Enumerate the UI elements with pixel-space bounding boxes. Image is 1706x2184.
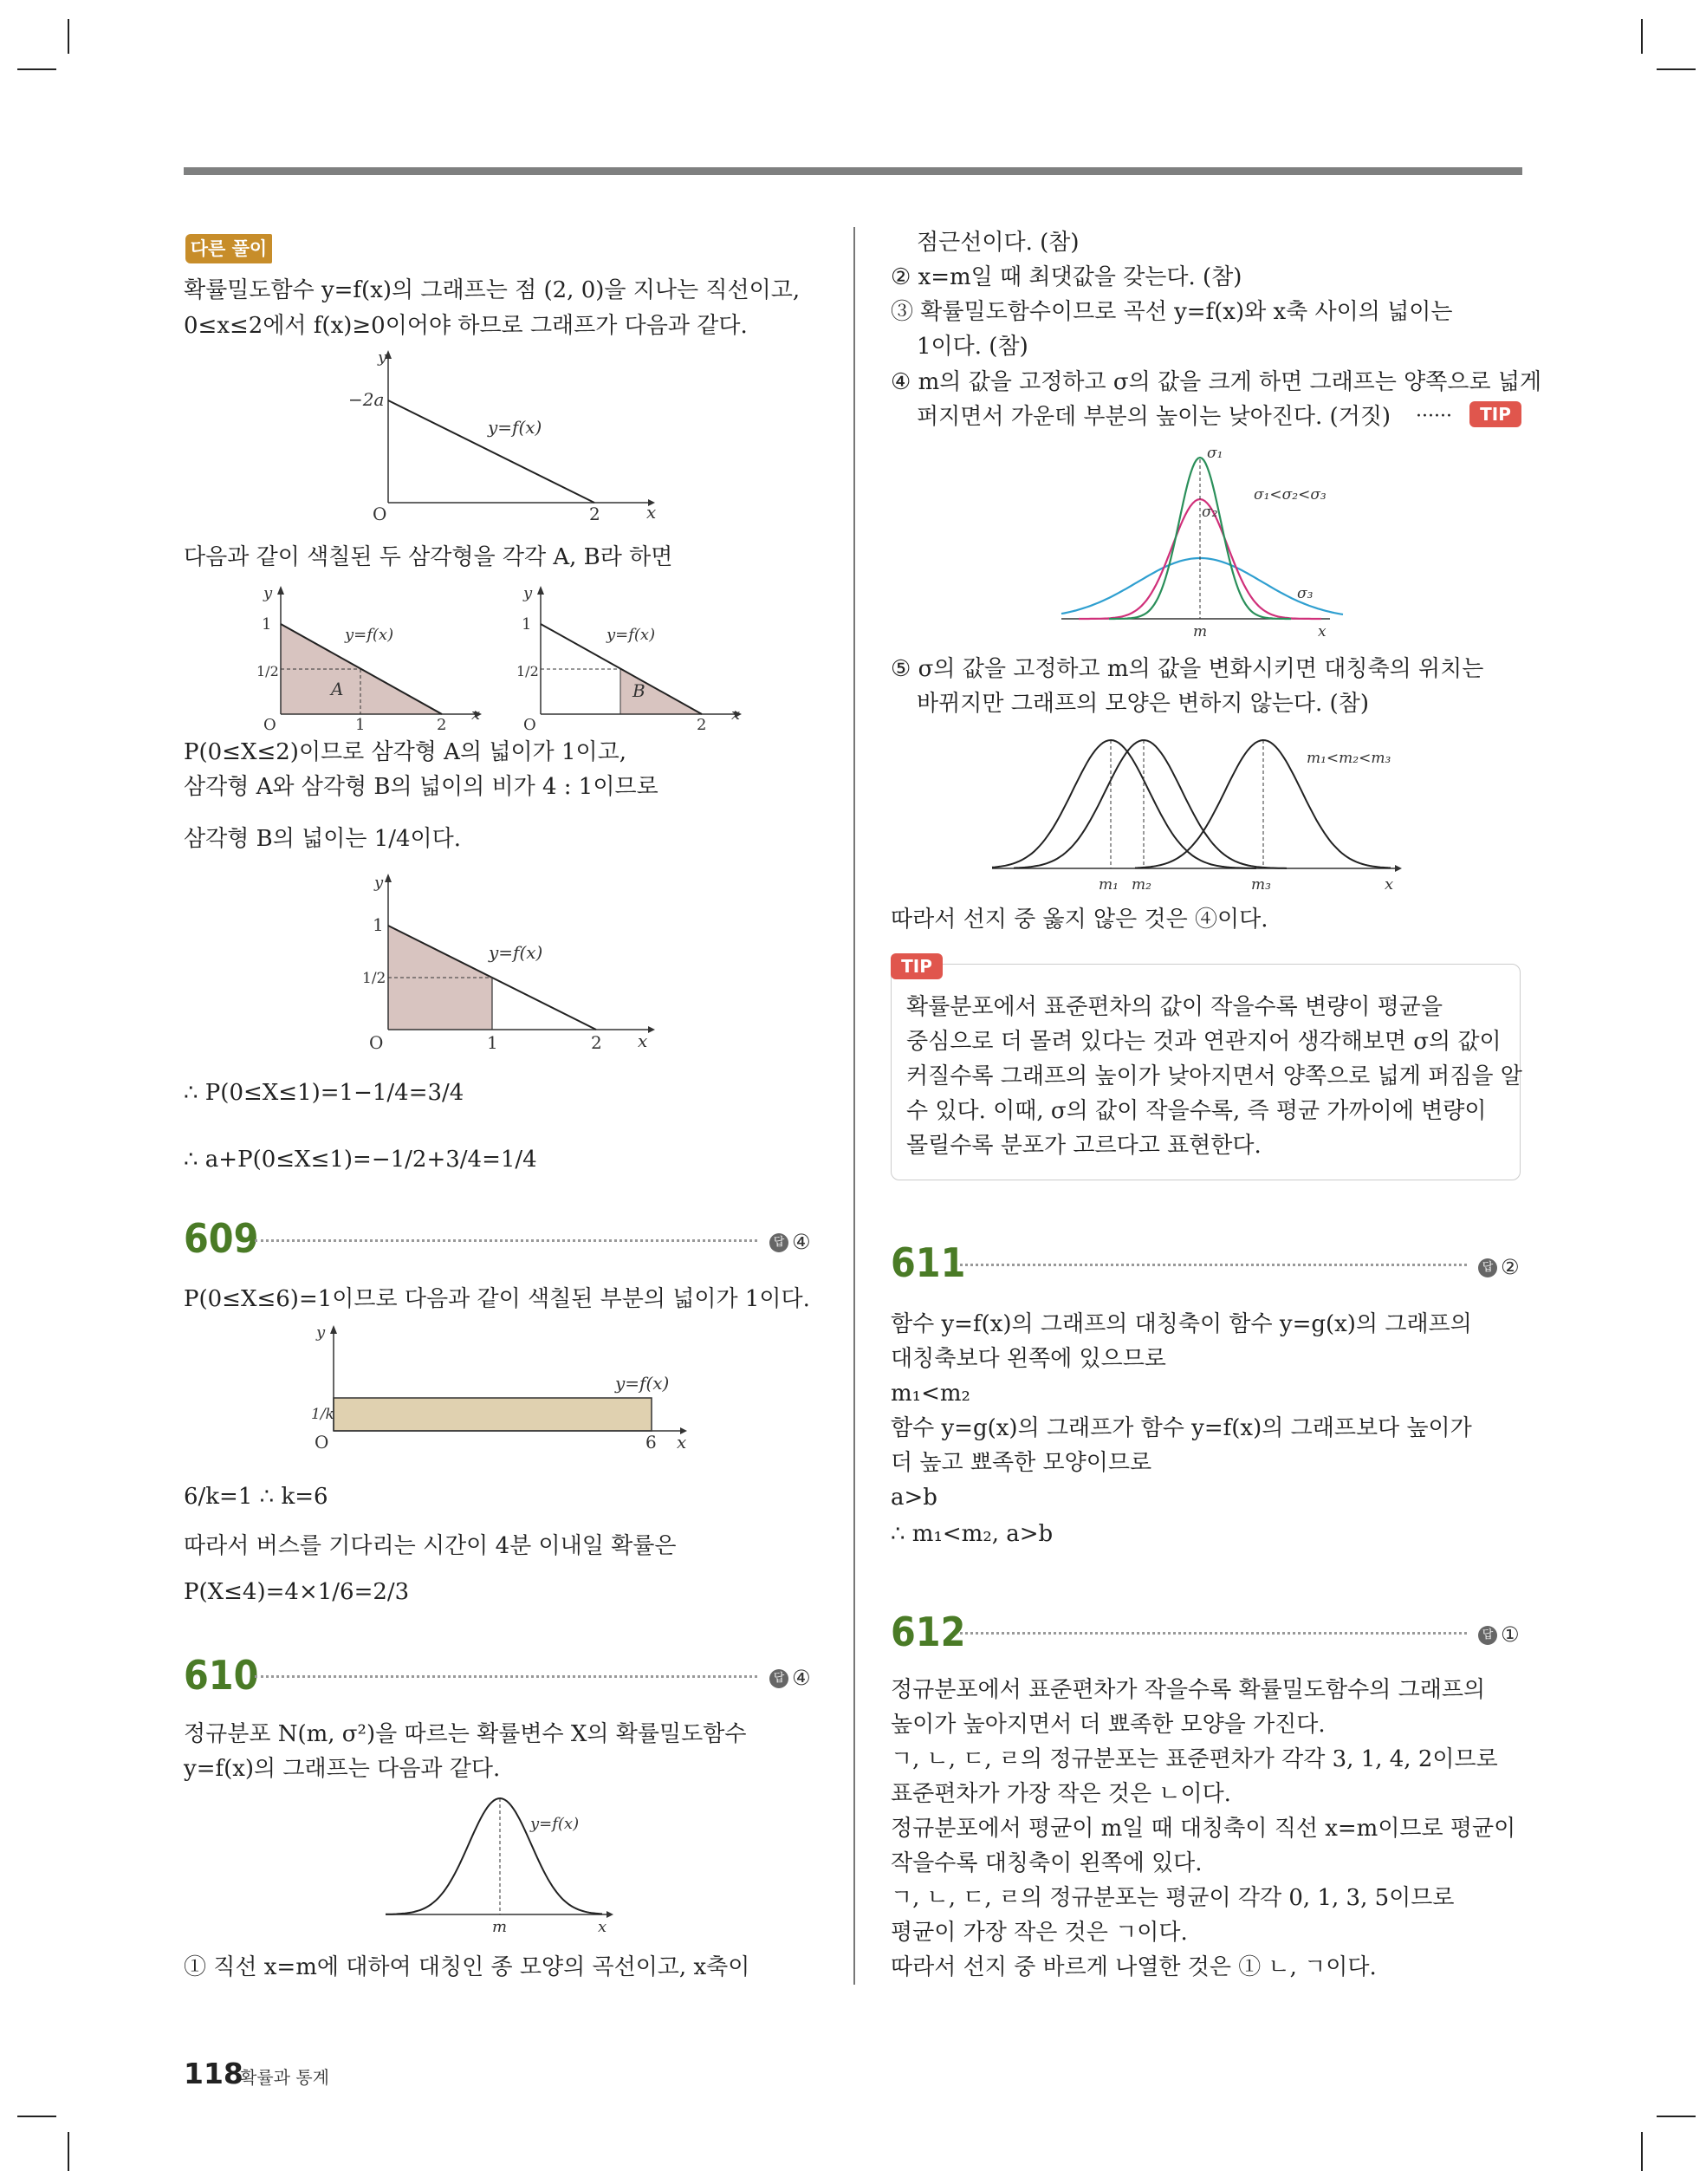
tick-label: 1/k <box>311 1406 334 1423</box>
graph-mean-curves <box>988 728 1421 901</box>
text-line: 따라서 선지 중 바르게 나열한 것은 ① ㄴ, ㄱ이다. <box>891 1954 1377 1980</box>
text-line: ∴ P(0≤X≤1)=1−1/4=3/4 <box>184 1080 464 1106</box>
text-line: 다음과 같이 색칠된 두 삼각형을 각각 A, B라 하면 <box>184 544 673 570</box>
sigma3-label: σ₃ <box>1297 585 1314 602</box>
section-title: 확률과 통계 <box>240 2067 329 2088</box>
answer-value: ④ <box>792 1230 811 1254</box>
curve-label: y=f(x) <box>607 626 656 644</box>
tip-tag: TIP <box>1469 401 1521 427</box>
m2-label: m₂ <box>1132 876 1151 894</box>
region-label-b: B <box>632 680 645 701</box>
curve-label: y=f(x) <box>615 1373 670 1394</box>
text-line: P(0≤X≤2)이므로 삼각형 A의 넓이가 1이고, <box>184 739 626 765</box>
text-line: P(X≤4)=4×1/6=2/3 <box>184 1579 410 1605</box>
answer-value: ④ <box>792 1666 811 1690</box>
dotted-leader <box>960 1632 1467 1635</box>
origin-label: O <box>373 504 387 524</box>
origin-label: O <box>263 716 276 734</box>
axis-y-label: y <box>263 584 273 602</box>
axis-x-label: x <box>677 1432 687 1453</box>
text-line: y=f(x)의 그래프는 다음과 같다. <box>184 1756 501 1782</box>
axis-y-label: y <box>378 348 387 367</box>
text-line: 정규분포 N(m, σ²)을 따르는 확률변수 X의 확률밀도함수 <box>184 1721 747 1747</box>
tick-label: 2 <box>437 716 447 734</box>
crop-mark <box>17 2116 56 2117</box>
dotted-leader <box>960 1264 1467 1266</box>
alt-solution-badge: 다른 풀이 <box>185 234 272 263</box>
tick-label: 1 <box>487 1032 498 1053</box>
text-line: 작을수록 대칭축이 왼쪽에 있다. <box>891 1850 1203 1876</box>
text-line: ③ 확률밀도함수이므로 곡선 y=f(x)와 x축 사이의 넓이는 <box>891 299 1453 325</box>
text-line: 6/k=1 ∴ k=6 <box>184 1484 328 1510</box>
m3-label: m₃ <box>1251 876 1271 894</box>
tick-label: 1/2 <box>516 663 539 679</box>
text-line: ② x=m일 때 최댓값을 갖는다. (참) <box>891 264 1242 290</box>
axis-y-label: y <box>374 874 384 892</box>
axis-y-label: y <box>523 584 533 602</box>
text-line: ① 직선 x=m에 대하여 대칭인 종 모양의 곡선이고, x축이 <box>184 1954 750 1980</box>
mean-label: m <box>1193 623 1208 640</box>
text-line: ㄱ, ㄴ, ㄷ, ㄹ의 정규분포는 평균이 각각 0, 1, 3, 5이므로 <box>891 1885 1455 1911</box>
crop-mark <box>68 2132 69 2171</box>
tip-line: 몰릴수록 분포가 고르다고 표현한다. <box>906 1133 1262 1159</box>
tip-tag: TIP <box>891 953 943 979</box>
m1-label: m₁ <box>1099 876 1119 894</box>
problem-number: 609 <box>184 1215 259 1262</box>
text-line: 높이가 높아지면서 더 뾰족한 모양을 가진다. <box>891 1712 1326 1738</box>
tick-label: 1/2 <box>362 970 386 987</box>
crop-mark <box>17 68 56 70</box>
graph-triangle-a <box>241 582 492 734</box>
crop-mark <box>1641 2132 1643 2171</box>
header-rule <box>184 167 1522 175</box>
answer-label: 답 <box>1478 1626 1497 1645</box>
region-label-a: A <box>331 679 344 699</box>
text-line: 함수 y=f(x)의 그래프의 대칭축이 함수 y=g(x)의 그래프의 <box>891 1311 1472 1337</box>
text-line: 확률밀도함수 y=f(x)의 그래프는 점 (2, 0)을 지나는 직선이고, <box>184 277 801 303</box>
answer-value: ② <box>1501 1255 1520 1279</box>
curve-label: y=f(x) <box>488 417 542 438</box>
problem-number: 611 <box>891 1239 966 1286</box>
text-line: 0≤x≤2에서 f(x)≥0이어야 하므로 그래프가 다음과 같다. <box>184 313 748 339</box>
sigma-order-label: σ₁<σ₂<σ₃ <box>1254 486 1327 504</box>
curve-label: y=f(x) <box>489 942 543 963</box>
answer-label: 답 <box>769 1669 788 1688</box>
problem-number: 612 <box>891 1609 966 1655</box>
mean-label: m <box>492 1918 508 1936</box>
axis-x-label: x <box>1385 875 1394 894</box>
answer-marker <box>1478 1622 1520 1648</box>
tick-label: 2 <box>589 504 600 524</box>
text-line: P(0≤X≤6)=1이므로 다음과 같이 색칠된 부분의 넓이가 1이다. <box>184 1286 810 1312</box>
tip-line: 중심으로 더 몰려 있다는 것과 연관지어 생각해보면 σ의 값이 <box>906 1029 1502 1055</box>
graph-uniform <box>308 1322 706 1452</box>
axis-x-label: x <box>646 502 657 523</box>
tick-label: 6 <box>645 1432 657 1453</box>
graph-line-2a <box>329 347 676 529</box>
graph-shaded-area <box>329 870 676 1052</box>
answer-marker <box>769 1229 811 1255</box>
crop-mark <box>1657 68 1696 70</box>
column-divider <box>853 227 855 1985</box>
text-line: 삼각형 A와 삼각형 B의 넓이의 비가 4 : 1이므로 <box>184 774 658 800</box>
text-line: 평균이 가장 작은 것은 ㄱ이다. <box>891 1920 1188 1946</box>
origin-label: O <box>315 1432 329 1453</box>
axis-x-label: x <box>731 705 741 724</box>
crop-mark <box>1641 19 1643 54</box>
axis-x-label: x <box>471 705 481 724</box>
text-line: 따라서 선지 중 옳지 않은 것은 ④이다. <box>891 907 1268 933</box>
tick-label: 1/2 <box>256 663 279 679</box>
tick-label: 1 <box>373 914 384 935</box>
sigma2-label: σ₂ <box>1202 504 1218 521</box>
text-line: a>b <box>891 1485 937 1511</box>
tick-label: 2 <box>697 716 707 734</box>
text-line: 더 높고 뾰족한 모양이므로 <box>891 1450 1152 1476</box>
curve-label: y=f(x) <box>345 626 394 644</box>
m-order-label: m₁<m₂<m₃ <box>1307 750 1391 767</box>
text-line: 대칭축보다 왼쪽에 있으므로 <box>891 1346 1166 1372</box>
tip-line: 확률분포에서 표준편차의 값이 작을수록 변량이 평균을 <box>906 994 1443 1020</box>
origin-label: O <box>369 1032 384 1053</box>
text-line: m₁<m₂ <box>891 1381 970 1407</box>
graph-normal-curve <box>381 1790 624 1937</box>
graph-triangle-b <box>501 582 752 734</box>
dotted-leader <box>255 1675 757 1678</box>
text-line: 퍼지면서 가운데 부분의 높이는 낮아진다. (거짓) <box>917 404 1391 430</box>
page-number: 118 <box>184 2057 243 2090</box>
answer-marker <box>769 1665 811 1691</box>
problem-number: 610 <box>184 1652 259 1699</box>
text-line: ∴ m₁<m₂, a>b <box>891 1521 1054 1547</box>
graph-sigma-curves <box>1061 442 1356 646</box>
crop-mark <box>1657 2116 1696 2117</box>
answer-value: ① <box>1501 1622 1520 1647</box>
dot-leader: ······ <box>1416 406 1452 427</box>
tick-label: 1 <box>355 716 366 734</box>
text-line: ④ m의 값을 고정하고 σ의 값을 크게 하면 그래프는 양쪽으로 넓게 <box>891 369 1542 395</box>
text-line: 바뀌지만 그래프의 모양은 변하지 않는다. (참) <box>917 691 1369 717</box>
text-line: 정규분포에서 표준편차가 작을수록 확률밀도함수의 그래프의 <box>891 1677 1486 1703</box>
text-line: 표준편차가 가장 작은 것은 ㄴ이다. <box>891 1781 1231 1807</box>
text-line: 1이다. (참) <box>917 334 1028 360</box>
axis-y-label: y <box>316 1323 326 1342</box>
axis-x-label: x <box>638 1030 648 1051</box>
text-line: ∴ a+P(0≤X≤1)=−1/2+3/4=1/4 <box>184 1147 537 1173</box>
tick-label: −2a <box>348 389 385 410</box>
sigma1-label: σ₁ <box>1207 445 1223 462</box>
axis-x-label: x <box>598 1918 607 1936</box>
text-line: 따라서 버스를 기다리는 시간이 4분 이내일 확률은 <box>184 1533 677 1559</box>
tick-label: 1 <box>262 615 272 634</box>
tick-label: 2 <box>591 1032 602 1053</box>
text-line: ⑤ σ의 값을 고정하고 m의 값을 변화시키면 대칭축의 위치는 <box>891 656 1484 682</box>
answer-label: 답 <box>1478 1258 1497 1277</box>
tip-line: 수 있다. 이때, σ의 값이 작을수록, 즉 평균 가까이에 변량이 <box>906 1098 1487 1124</box>
answer-label: 답 <box>769 1233 788 1252</box>
origin-label: O <box>523 716 536 734</box>
tick-label: 1 <box>522 615 532 634</box>
text-line: 점근선이다. (참) <box>917 230 1080 256</box>
text-line: 정규분포에서 평균이 m일 때 대칭축이 직선 x=m이므로 평균이 <box>891 1816 1516 1842</box>
dotted-leader <box>255 1239 757 1242</box>
tip-line: 커질수록 그래프의 높이가 낮아지면서 양쪽으로 넓게 퍼짐을 알 <box>906 1063 1522 1089</box>
axis-x-label: x <box>1318 623 1327 640</box>
crop-mark <box>68 19 69 54</box>
text-line: 함수 y=g(x)의 그래프가 함수 y=f(x)의 그래프보다 높이가 <box>891 1415 1472 1441</box>
curve-label: y=f(x) <box>530 1815 580 1833</box>
text-line: ㄱ, ㄴ, ㄷ, ㄹ의 정규분포는 표준편차가 각각 3, 1, 4, 2이므로 <box>891 1746 1498 1772</box>
answer-marker <box>1478 1254 1520 1280</box>
text-line: 삼각형 B의 넓이는 1/4이다. <box>184 826 462 852</box>
